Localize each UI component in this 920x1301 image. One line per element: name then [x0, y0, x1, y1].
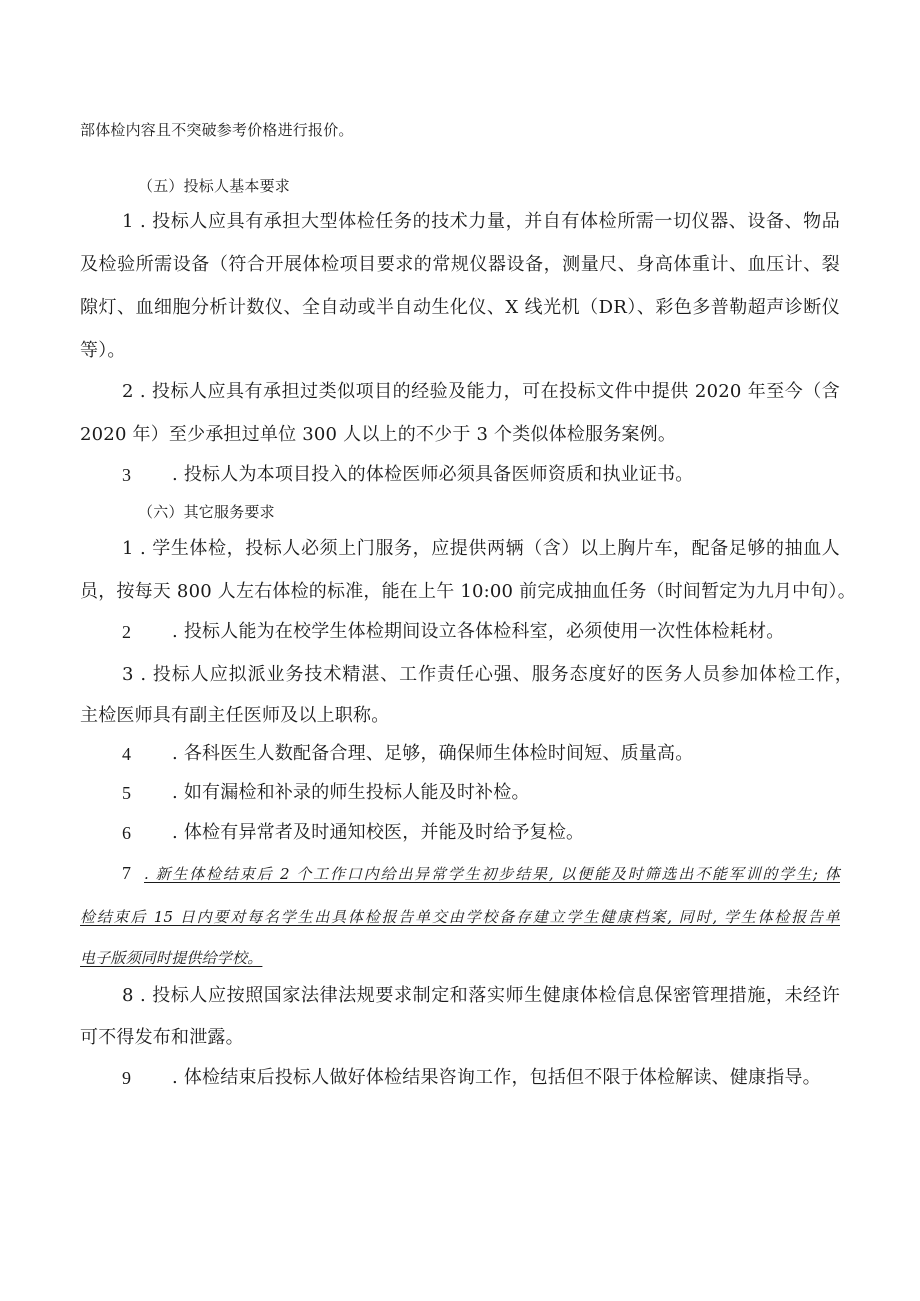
service-3-line-b: 主检医师具有副主任医师及以上职称。 [80, 705, 390, 726]
service-1-line-a: 1 . 学生体检，投标人必须上门服务，应提供两辆（含）以上胸片车，配备足够的抽血人 [122, 538, 840, 559]
service-1-line-b: 员，按每天 800 人左右体检的标准，能在上午 10:00 前完成抽血任务（时间暂定为九月中旬）。 [80, 581, 856, 602]
service-8-line-a: 8 . 投标人应按照国家法律法规要求制定和落实师生健康体检信息保密管理措施，未经许 [122, 985, 840, 1006]
service-5-number: 5 [122, 783, 132, 803]
service-5-text: . 如有漏检和补录的师生投标人能及时补检。 [172, 782, 530, 803]
service-7-line-a: . 新生体检结束后 2 个工作口内给出异常学生初步结果, 以便能及时筛选出不能军训的学生; 体 [144, 865, 840, 883]
item-3-number: 3 [122, 465, 132, 485]
service-3-line-a: 3 . 投标人应拟派业务技术精湛、工作责任心强、服务态度好的医务人员参加体检工作， [122, 664, 853, 685]
service-6-text: . 体检有异常者及时通知校医，并能及时给予复检。 [172, 822, 585, 843]
item-1-line-d: 等）。 [80, 340, 126, 361]
continued-line: 部体检内容且不突破参考价格进行报价。 [80, 121, 354, 139]
service-7-number: 7 [122, 863, 132, 883]
service-9-text: . 体检结束后投标人做好体检结果咨询工作，包括但不限于体检解读、健康指导。 [172, 1067, 821, 1088]
service-4-text: . 各科医生人数配备合理、足够，确保师生体检时间短、质量高。 [172, 743, 694, 764]
item-2-line-b: 2020 年）至少承担过单位 300 人以上的不少于 3 个类似体检服务案例。 [80, 424, 677, 445]
item-1-line-a: 1 . 投标人应具有承担大型体检任务的技术力量，并自有体检所需一切仪器、设备、物品 [122, 211, 840, 232]
service-4-number: 4 [122, 744, 132, 764]
item-1-line-c: 隙灯、血细胞分析计数仪、全自动或半自动生化仪、X 线光机（DR）、彩色多普勒超声诊断仪 [80, 297, 840, 318]
service-9-number: 9 [122, 1068, 132, 1088]
section-heading-5: （五）投标人基本要求 [138, 177, 291, 195]
service-2-text: . 投标人能为在校学生体检期间设立各体检科室，必须使用一次性体检耗材。 [172, 621, 785, 642]
service-6-number: 6 [122, 823, 132, 843]
service-2-number: 2 [122, 622, 132, 642]
item-3-text: . 投标人为本项目投入的体检医师必须具备医师资质和执业证书。 [172, 464, 694, 485]
service-8-line-b: 可不得发布和泄露。 [80, 1027, 244, 1048]
section-heading-6: （六）其它服务要求 [138, 503, 275, 521]
item-1-line-b: 及检验所需设备（符合开展体检项目要求的常规仪器设备，测量尺、身高体重计、血压计、裂 [80, 254, 840, 275]
service-7-line-b: 检结束后 15 日内要对每名学生出具体检报告单交由学校备存建立学生健康档案, 同时, 学生体检报告单 [80, 908, 840, 926]
item-2-line-a: 2 . 投标人应具有承担过类似项目的经验及能力，可在投标文件中提供 2020 年至今（含 [122, 381, 840, 402]
service-7-line-c: 电子版须同时提供给学校。 [80, 949, 263, 967]
